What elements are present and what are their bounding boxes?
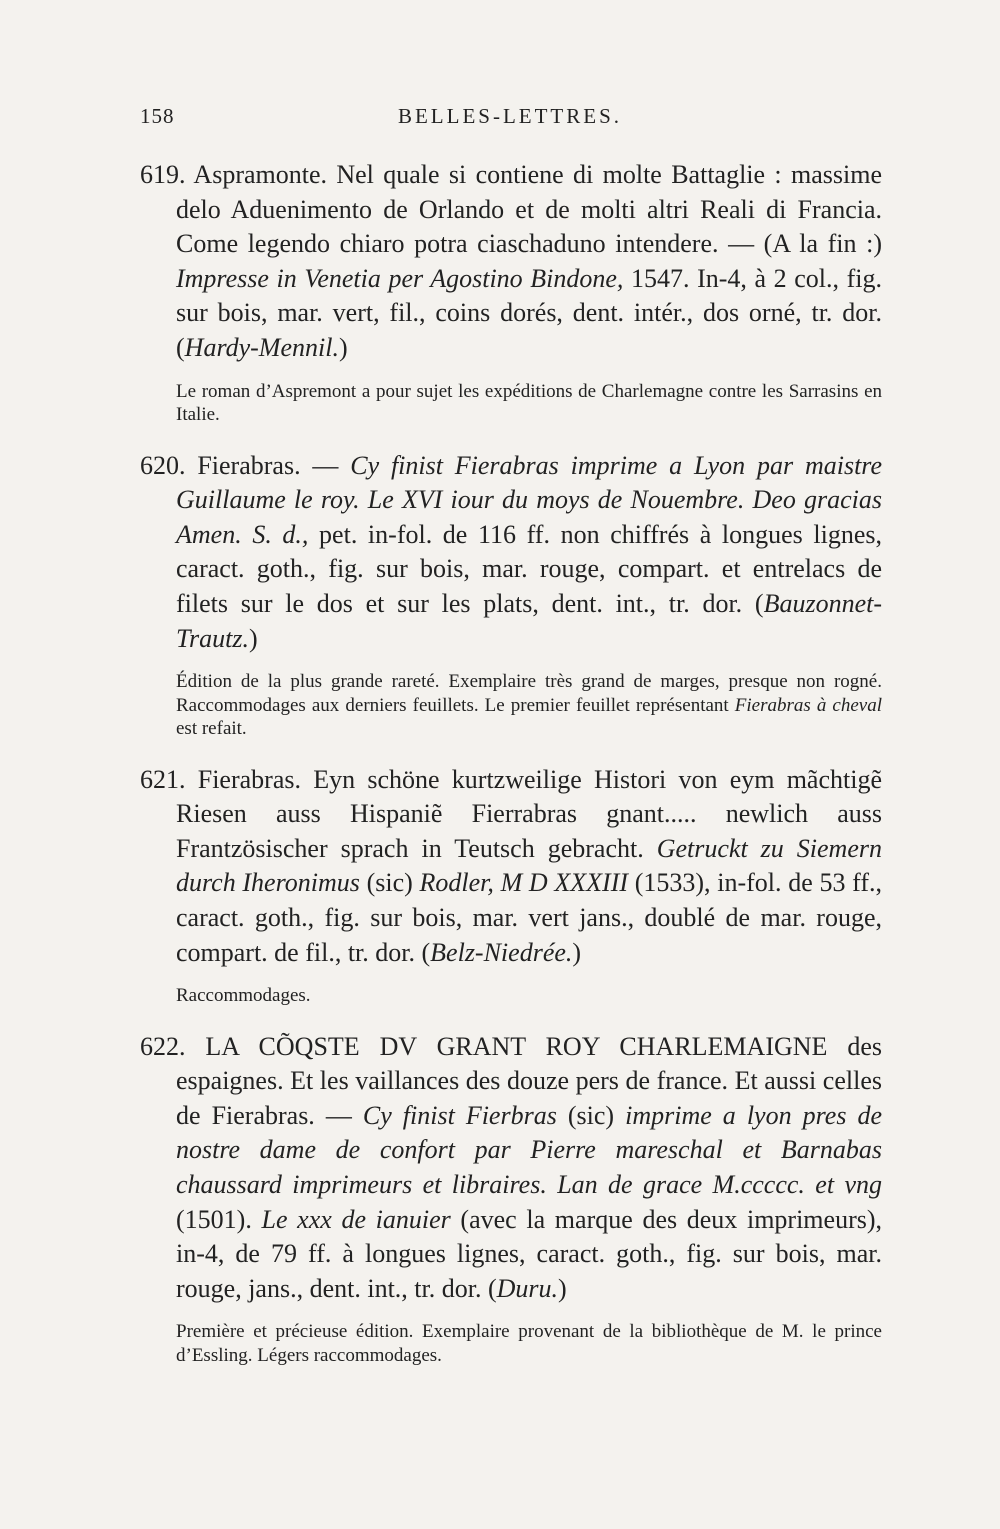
- entry-description: [140, 763, 882, 971]
- text-run: (avec la marque des deux imprimeurs), in-4, de 79 ff. à longues lignes, caract. goth., fig. sur bois, mar. rouge, jans., dent. int., tr. dor. (: [176, 1204, 882, 1303]
- text-run: Fierabras. —: [185, 450, 351, 480]
- italic-text: Belz-Niedrée.: [430, 937, 573, 967]
- entry-number: 620.: [140, 450, 186, 480]
- text-run: Fierabras. Eyn schöne kurtzweilige Histori von eym mãchtigẽ Riesen auss Hispaniẽ Fierrabras gnant..... newlich auss Frantzösischer sprach in Teutsch gebracht.: [176, 764, 882, 863]
- entry-body: [176, 1032, 882, 1303]
- text-run: 1547. In-4, à 2 col., fig. sur bois, mar. vert, fil., coins dorés, dent. intér., dos orné, tr. dor. (: [176, 263, 882, 362]
- entry-description: [140, 449, 882, 657]
- catalogue-entry: [140, 158, 882, 427]
- text-run: Édition de la plus grande rareté. Exemplaire très grand de marges, presque non rogné. Raccommodages aux derniers feuillets. Le premier feuillet représentant: [176, 671, 882, 716]
- entry-body: [176, 451, 882, 653]
- section-title: BELLES-LETTRES.: [397, 104, 623, 128]
- entry-body: [176, 765, 882, 967]
- italic-text: Bauzonnet-Trautz.: [176, 588, 882, 653]
- italic-text: imprime a lyon pres de nostre dame de confort par Pierre mareschal et Barnabas chaussard imprimeurs et libraires. Lan de grace M.ccccc. et vng: [176, 1100, 883, 1200]
- text-run: ): [338, 332, 348, 362]
- catalogue-entries: [140, 158, 882, 1367]
- italic-text: Le xxx de ianuier: [261, 1204, 451, 1234]
- running-head: [140, 104, 880, 134]
- italic-text: Cy finist Fierbras: [362, 1100, 557, 1130]
- text-run: (sic): [556, 1100, 626, 1130]
- text-run: Le roman d’Aspremont a pour sujet les expéditions de Charlemagne contre les Sarrasins en Italie.: [176, 380, 882, 426]
- text-run: (1501).: [176, 1204, 262, 1234]
- text-run: Aspramonte. Nel quale si contiene di molte Battaglie : massime delo Aduenimento de Orlando et de molti altri Reali di Francia. Come legendo chiaro potra ciaschaduno intendere. — (A la fin :): [176, 160, 882, 259]
- entry-note: [176, 380, 882, 427]
- text-run: ): [249, 623, 258, 653]
- entry-note: [176, 984, 882, 1008]
- entry-note: [176, 670, 882, 741]
- text-run: Raccommodages.: [176, 985, 311, 1007]
- entry-description: [140, 1030, 882, 1307]
- entry-body: [176, 160, 882, 362]
- entry-number: 619.: [140, 160, 186, 189]
- text-run: Première et précieuse édition. Exemplaire provenant de la bibliothèque de M. le prince d’Essling. Légers raccommodages.: [176, 1321, 882, 1366]
- text-run: LA CÕQSTE DV GRANT ROY CHARLEMAIGNE des espaignes. Et les vaillances des douze pers de france. Et aussi celles de Fierabras. —: [176, 1031, 882, 1130]
- italic-text: Hardy-Mennil.: [184, 332, 339, 362]
- entry-description: [140, 158, 882, 366]
- text-run: est refait.: [176, 718, 247, 740]
- text-run: (1533), in-fol. de 53 ff., caract. goth., fig. sur bois, mar. vert jans., doublé de mar. rouge, compart. de fil., tr. dor. (: [176, 868, 883, 967]
- italic-text: Getruckt zu Siemern durch Iheronimus: [176, 833, 882, 898]
- text-run: ): [572, 937, 582, 967]
- italic-text: Fierabras à cheval: [734, 694, 882, 716]
- italic-text: Cy finist Fierabras imprime a Lyon par maistre Guillaume le roy. Le XVI iour du moys de Nouembre. Deo gracias Amen. S. d.,: [176, 450, 882, 549]
- catalogue-entry: [140, 1030, 882, 1368]
- italic-text: Impresse in Venetia per Agostino Bindone,: [176, 263, 624, 293]
- italic-text: Rodler, M D XXXIII: [419, 868, 629, 898]
- text-run: (sic): [359, 868, 420, 898]
- entry-number: 622.: [140, 1031, 186, 1061]
- page-number: 158: [140, 104, 175, 128]
- entry-note: [176, 1320, 882, 1367]
- catalogue-entry: [140, 449, 882, 741]
- text-run: ): [558, 1273, 567, 1303]
- catalogue-entry: [140, 763, 882, 1008]
- entry-number: 621.: [140, 764, 186, 794]
- text-run: pet. in-fol. de 116 ff. non chiffrés à longues lignes, caract. goth., fig. sur bois, mar. rouge, compart. et entrelacs de filets sur le dos et sur les plats, dent. int., tr. dor. (: [176, 519, 882, 618]
- italic-text: Duru.: [496, 1273, 559, 1303]
